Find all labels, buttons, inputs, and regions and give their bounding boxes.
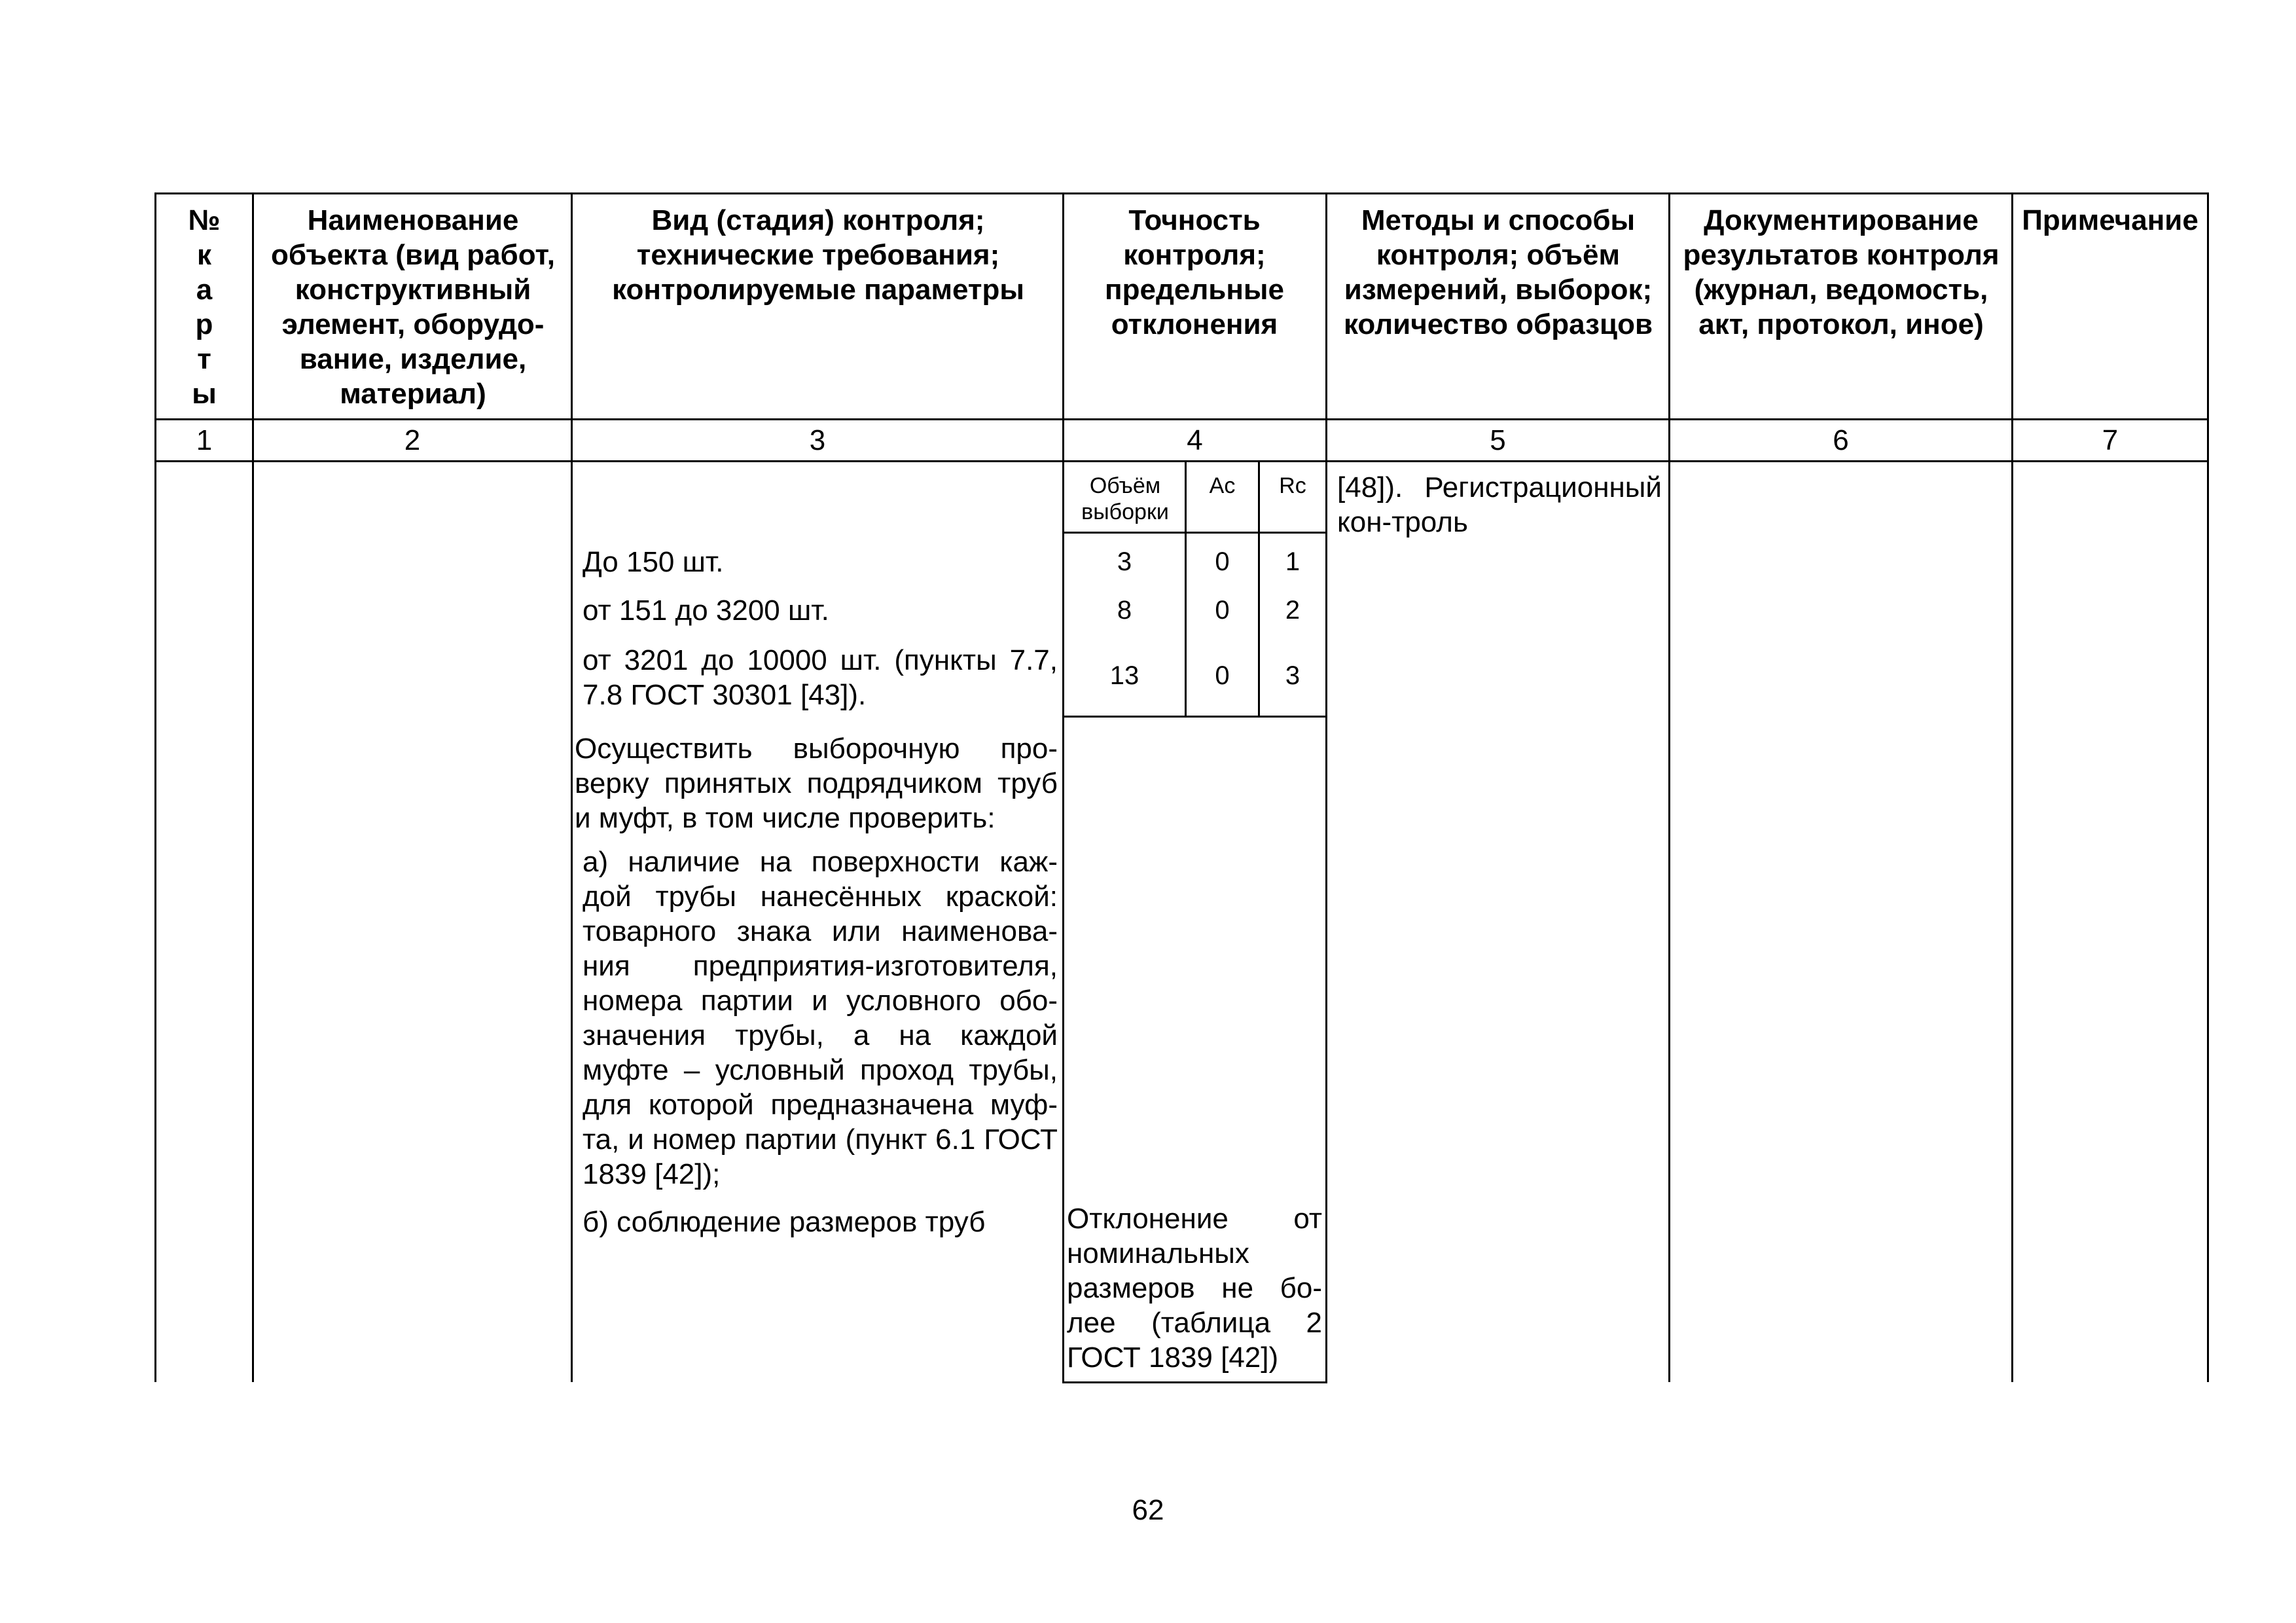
column-number: 5 — [1490, 424, 1506, 456]
column-number: 4 — [1187, 424, 1203, 456]
sample-ac-value: 0 — [1215, 596, 1230, 625]
sample-range-row: До 150 шт. — [583, 546, 724, 578]
sample-rc-value: 1 — [1285, 547, 1300, 576]
table-top-border — [154, 192, 2209, 194]
sample-header-volume: Объём выборки — [1081, 473, 1169, 524]
item-a-text: а) наличие на поверхности каж-дой трубы нанесённых краской: товарного знака или наименова-ния предприятия-изготовителя, номера партии и условного обо-значения трубы, а на каждой муфте – условный проход трубы, для которой предназначена муф-та, и номер партии (пункт 6.1 ГОСТ 1839 [42]); — [583, 846, 1058, 1190]
column-number: 6 — [1833, 424, 1849, 456]
column-number: 2 — [404, 424, 421, 456]
header-col3: Вид (стадия) контроля; технические требования; контролируемые параметры — [612, 204, 1024, 306]
sample-volume-value: 13 — [1109, 661, 1139, 690]
col-border-4-5 — [1325, 192, 1327, 1383]
header-col1-letter: № — [188, 204, 221, 236]
header-col1-letter: ы — [192, 378, 217, 410]
column-number: 3 — [809, 424, 826, 456]
methods-text: [48]). Регистрационный кон-троль — [1337, 471, 1662, 538]
header-bottom-border — [154, 418, 2209, 420]
col-border-1-2 — [252, 192, 254, 1382]
header-col1-letter: к — [196, 239, 212, 271]
col-border-6-7 — [2011, 192, 2013, 1382]
sample-header-rc: Rc — [1279, 473, 1306, 498]
sample-rc-value: 3 — [1285, 661, 1300, 690]
numbers-row-bottom-border — [154, 460, 2209, 462]
header-col1-letter: а — [196, 274, 213, 306]
header-col2: Наименование объекта (вид работ, конструктивный элемент, оборудо-вание, изделие, материал) — [271, 204, 555, 410]
column-number: 1 — [196, 424, 213, 456]
sample-header-bottom-border — [1062, 532, 1325, 534]
check-intro-text: Осуществить выборочную про-верку принятых подрядчиком труб и муфт, в том числе проверить: — [575, 733, 1058, 834]
deviation-text: Отклонение от номинальных размеров не бо-лее (таблица 2 ГОСТ 1839 [42]) — [1067, 1203, 1322, 1374]
page-number: 62 — [1132, 1494, 1164, 1526]
sample-range-row: от 3201 до 10000 шт. (пункты 7.7, 7.8 ГОСТ 30301 [43]). — [583, 644, 1058, 711]
col-border-3-4 — [1062, 192, 1064, 1383]
col-border-5-6 — [1668, 192, 1670, 1382]
sample-header-ac: Ac — [1209, 473, 1236, 498]
header-col1-letter: р — [195, 308, 213, 340]
header-col5: Методы и способы контроля; объём измерений, выборок; количество образцов — [1343, 204, 1653, 340]
sample-volume-value: 3 — [1117, 547, 1132, 576]
deviation-cell-bottom-border — [1062, 1381, 1325, 1383]
header-col1-letter: т — [197, 343, 211, 375]
header-col7: Примечание — [2022, 204, 2198, 236]
header-col1 — [156, 203, 252, 411]
sample-volume-value: 8 — [1117, 596, 1132, 625]
item-b-text: б) соблюдение размеров труб — [583, 1206, 986, 1238]
sample-rc-value: 2 — [1285, 596, 1300, 625]
column-number: 7 — [2102, 424, 2119, 456]
col-border-2-3 — [571, 192, 573, 1382]
header-col4: Точность контроля; предельные отклонения — [1105, 204, 1284, 340]
col-border-right — [2207, 192, 2209, 1382]
sample-range-row: от 151 до 3200 шт. — [583, 594, 829, 627]
sample-table-bottom-border — [1062, 716, 1325, 718]
sample-ac-value: 0 — [1215, 547, 1230, 576]
header-col6: Документирование результатов контроля (журнал, ведомость, акт, протокол, иное) — [1683, 204, 2000, 340]
sample-ac-value: 0 — [1215, 661, 1230, 690]
